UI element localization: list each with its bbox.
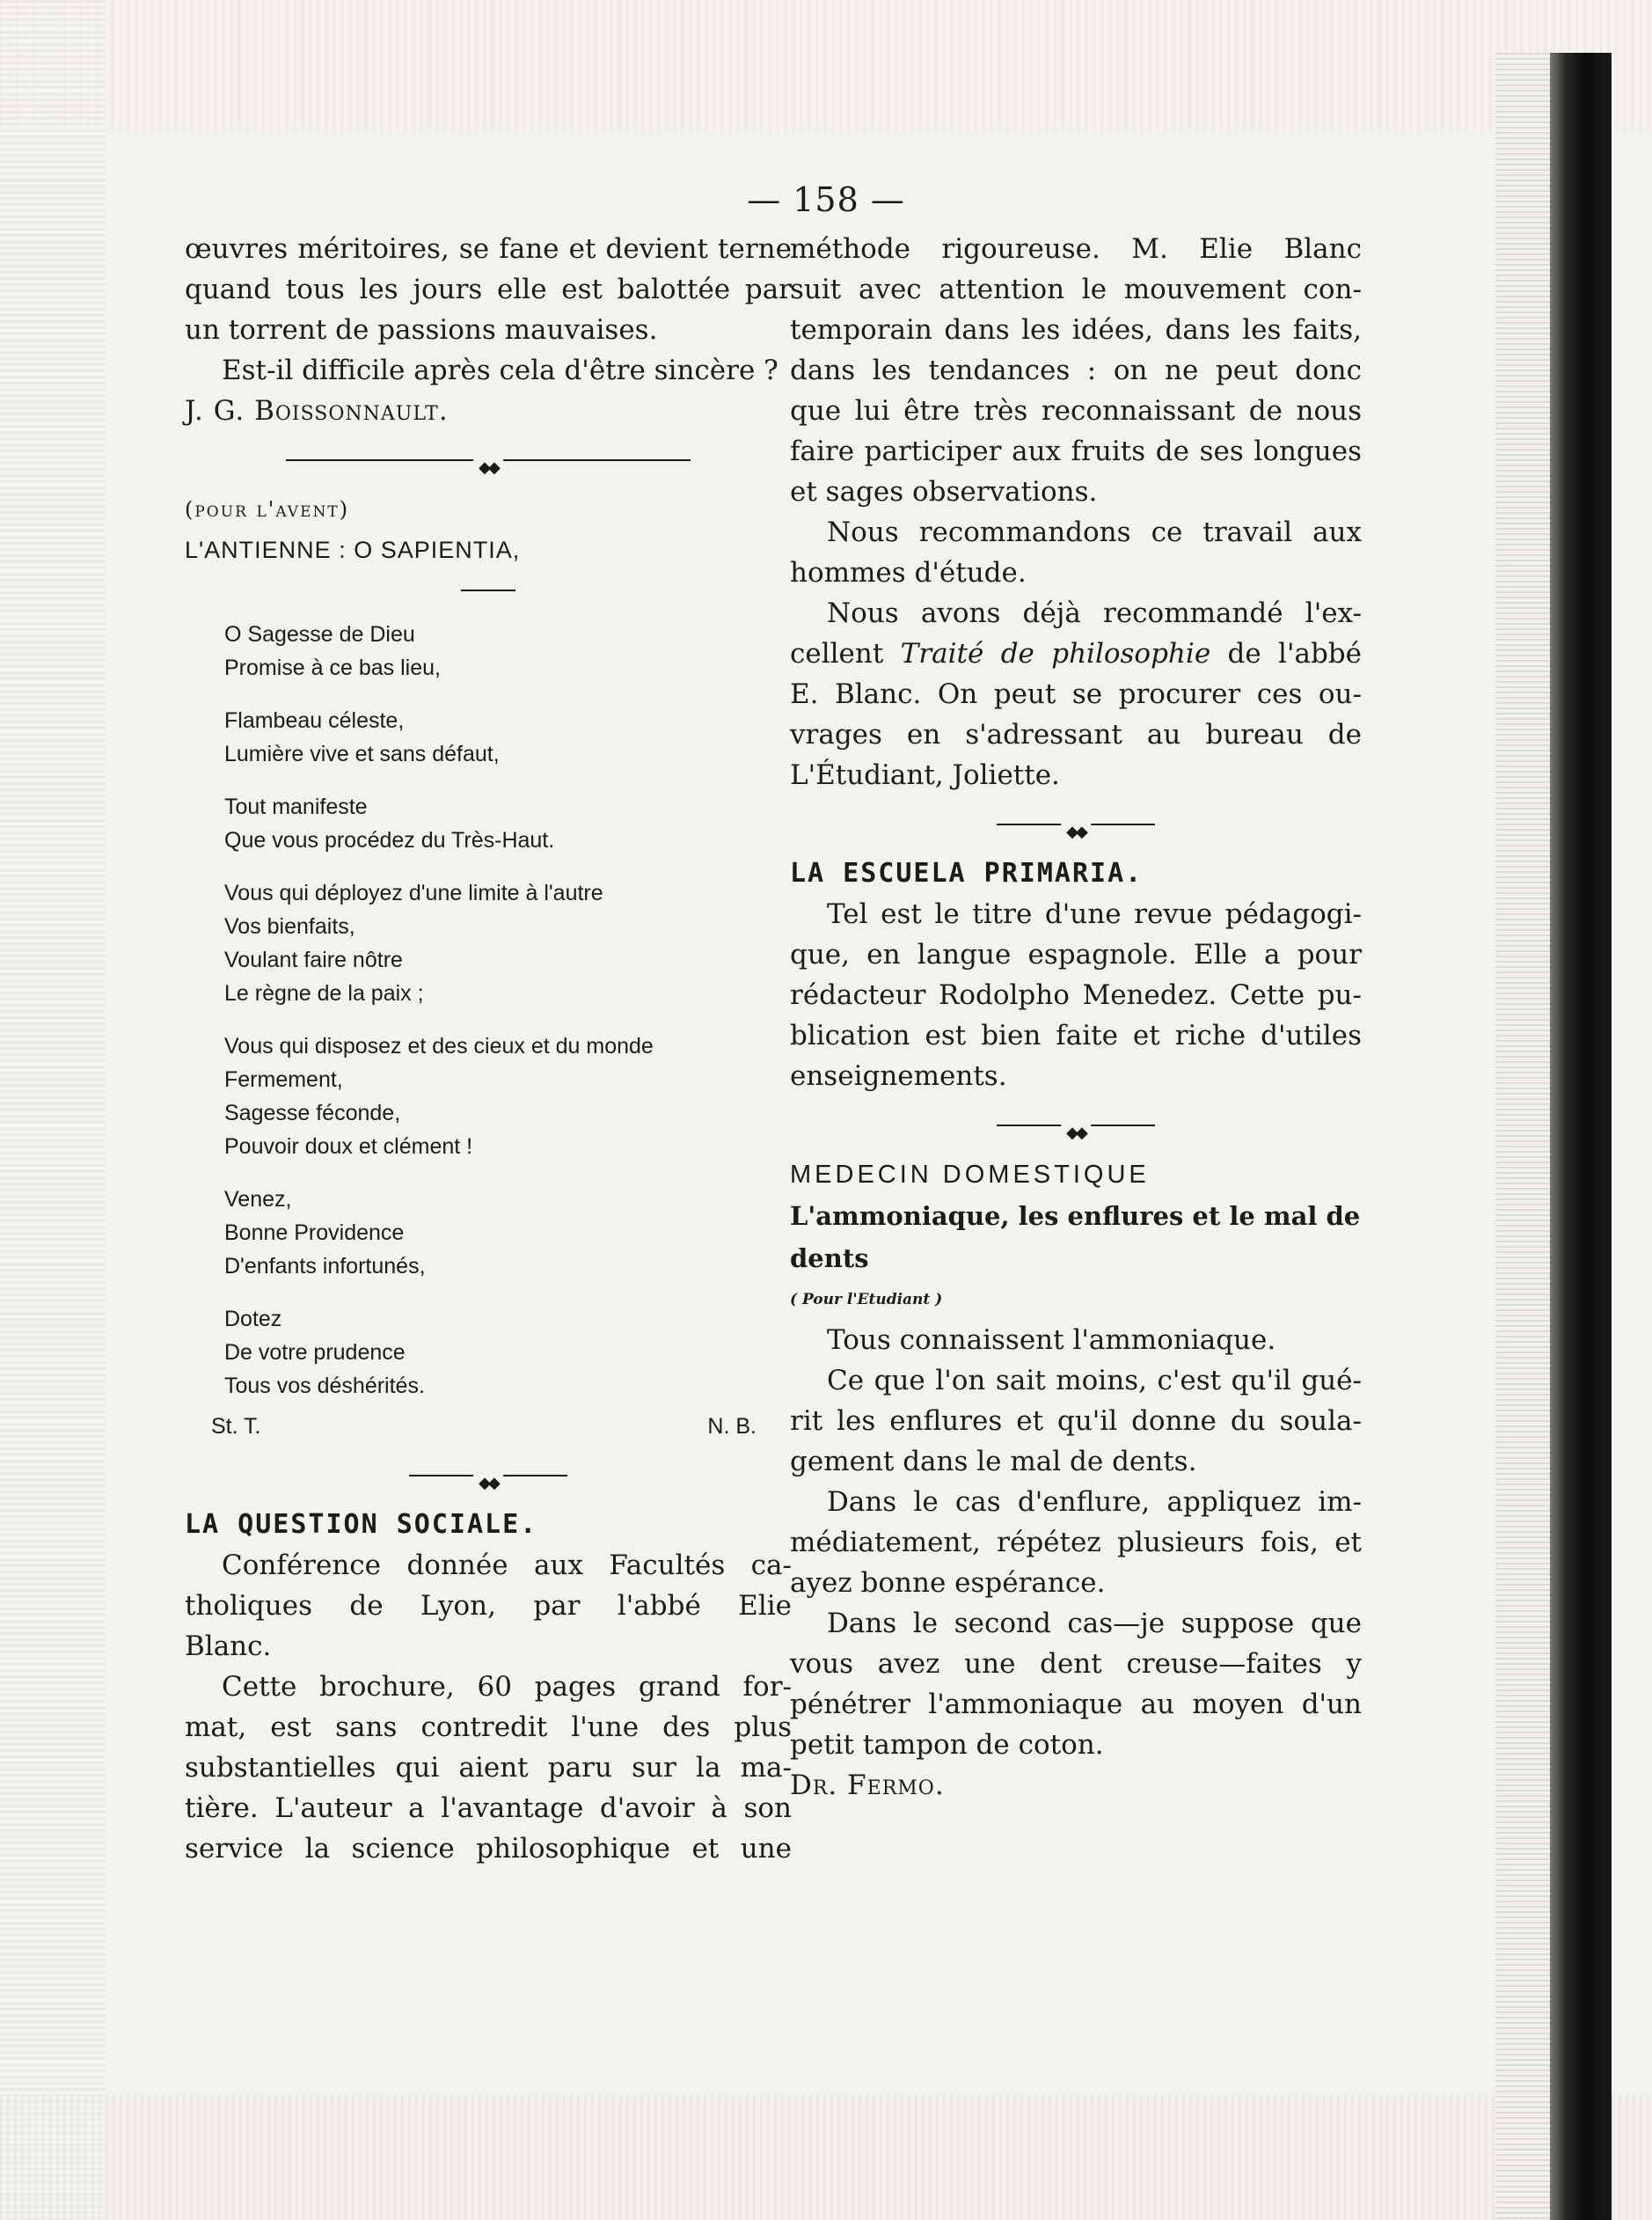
scan-noise-left [0,0,106,2220]
text-line: petit tampon de coton. [790,1729,1104,1761]
scan-noise-top [0,0,1652,132]
verse-line: Promise à ce bas lieu, [224,656,441,680]
intro-paragraph [185,229,792,350]
text-line: que, en langue espagnole. Elle a pour [790,939,1362,971]
poem-title: L'ANTIENNE : O SAPIENTIA, [185,537,521,563]
verse-line: Vous qui disposez et des cieux et du monde [224,1034,654,1059]
binding-speckle [1495,53,1550,2220]
text-line: vous avez une dent creuse—faites y [790,1648,1362,1680]
signature-boissonnault: J. G. Boissonnault. [185,395,449,427]
text-fragment: de l'abbé [1227,638,1362,670]
poem-signatures [211,1406,792,1447]
short-divider [461,590,515,591]
verse-line: Vos bienfaits, [224,914,355,939]
heading-escuela-primaria: LA ESCUELA PRIMARIA. [790,858,1144,889]
text-line: hommes d'étude. [790,557,1027,589]
poem-stanza [224,1183,792,1283]
text-line: Blanc. [185,1630,272,1662]
verse-line: Dotez [224,1307,282,1331]
verse-line: Lumière vive et sans défaut, [224,742,500,766]
text-line: service la science philosophique et une [185,1833,792,1865]
text-line: blication est bien faite et riche d'utiles [790,1020,1362,1051]
text-line: que lui être très reconnaissant de nous [790,395,1362,427]
book-title-italic: Traité de philosophie [900,638,1211,670]
right-column [790,229,1362,1806]
text-line: œuvres méritoires, se fane et devient terne [185,233,792,265]
paragraph-enflure [790,1482,1362,1603]
text-line: médiatement, répétez plusieurs fois, et [790,1527,1362,1558]
paragraph-second-cas [790,1603,1362,1765]
verse-line: D'enfants infortunés, [224,1254,426,1279]
ornamental-rule [409,1469,567,1482]
text-line: Ce que l'on sait moins, c'est qu'il gué- [827,1365,1362,1396]
text-line: tière. L'auteur a l'avantage d'avoir à son [185,1792,792,1824]
text-line: un torrent de passions mauvaises. [185,314,658,346]
poem-stanza [224,876,792,1010]
poem-stanza [224,790,792,857]
text-line: Conférence donnée aux Facultés ca- [222,1550,792,1581]
verse-line: Voulant faire nôtre [224,948,403,972]
poem-sign-right: N. B. [707,1414,757,1439]
page-number: — 158 — [747,180,905,219]
paragraph-traite [790,593,1362,795]
text-line: quand tous les jours elle est balottée par [185,274,792,305]
ornamental-rule [997,1119,1155,1132]
text-line: substantielles qui aient paru sur la ma- [185,1752,792,1784]
ornamental-rule [997,818,1155,831]
paragraph-escuela [790,894,1362,1096]
text-line: E. Blanc. On peut se procurer ces ou- [790,678,1362,710]
text-line: Dans le cas d'enflure, appliquez im- [827,1486,1362,1518]
text-line: rédacteur Rodolpho Menedez. Cette pu- [790,979,1362,1011]
poem [224,618,792,1403]
text-line: méthode rigoureuse. M. Elie Blanc [790,233,1362,265]
verse-line: Venez, [224,1187,292,1212]
text-line: L'Étudiant, Joliette. [790,759,1060,791]
signature-fermo: Dr. Fermo. [790,1769,945,1801]
verse-line: Fermement, [224,1067,343,1092]
text-line: pénétrer l'ammoniaque au moyen d'un [790,1689,1362,1720]
text-line: mat, est sans contredit l'une des plus [185,1711,792,1743]
heading-question-sociale: LA QUESTION SOCIALE. [185,1509,538,1540]
paragraph-conference [185,1545,792,1667]
paragraph-tous: Tous connaissent l'ammoniaque. [827,1324,1276,1356]
text-line: dans les tendances : on ne peut donc [790,355,1362,386]
text-line: et sages observations. [790,476,1098,508]
poem-stanza [224,704,792,771]
verse-line: Le règne de la paix ; [224,981,424,1006]
paragraph-brochure [185,1667,792,1869]
poem-stanza [224,618,792,685]
question-line: Est-il difficile après cela d'être sincère ? [222,355,778,386]
verse-line: Bonne Providence [224,1220,405,1245]
text-line: ayez bonne espérance. [790,1567,1106,1599]
text-line: tholiques de Lyon, par l'abbé Elie [185,1590,792,1622]
verse-line: De votre prudence [224,1340,406,1365]
text-line: Cette brochure, 60 pages grand for- [222,1671,792,1703]
text-line: vrages en s'adressant au bureau de [790,719,1362,751]
poem-sign-left: St. T. [211,1414,261,1439]
heading-medecin-domestique: MEDECIN DOMESTIQUE [790,1161,1150,1189]
note-pour-etudiant: ( Pour l'Etudiant ) [790,1291,943,1308]
text-line: rit les enflures et qu'il donne du soula- [790,1405,1362,1437]
paragraph-recommend [790,512,1362,593]
text-line: Nous avons déjà recommandé l'ex- [827,597,1362,629]
verse-line: Sagesse féconde, [224,1101,401,1125]
verse-line: Pouvoir doux et clément ! [224,1134,473,1159]
verse-line: Flambeau céleste, [224,708,405,733]
poem-stanza [224,1029,792,1163]
text-line [790,634,1362,674]
verse-line: Tous vos déshérités. [224,1374,425,1398]
text-fragment: cellent [790,638,884,670]
text-line: gement dans le mal de dents. [790,1446,1197,1477]
ornamental-rule [286,454,691,466]
text-line: suit avec attention le mouvement con- [790,274,1362,305]
paragraph-ce-que [790,1360,1362,1482]
left-column [185,229,792,1869]
poem-subtitle: (pour l'avent) [185,497,350,522]
text-line: Nous recommandons ce travail aux [827,517,1362,548]
poem-stanza [224,1302,792,1403]
text-line: temporain dans les idées, dans les faits, [790,314,1362,346]
book-spine-shadow [1550,53,1612,2220]
scan-noise-bottom [0,2094,1652,2220]
verse-line: Tout manifeste [224,795,368,819]
subheading-ammoniaque: L'ammoniaque, les enflures et le mal de [790,1201,1361,1231]
text-line: Tel est le titre d'une revue pédagogi- [827,898,1362,930]
text-line: enseignements. [790,1060,1007,1092]
paragraph-continuation [790,229,1362,512]
verse-line: Vous qui déployez d'une limite à l'autre [224,881,603,905]
text-line: faire participer aux fruits de ses longues [790,436,1362,467]
verse-line: O Sagesse de Dieu [224,622,415,647]
verse-line: Que vous procédez du Très-Haut. [224,828,555,853]
subheading-ammoniaque-cont: dents [790,1243,869,1273]
text-line: Dans le second cas—je suppose que [827,1608,1362,1639]
